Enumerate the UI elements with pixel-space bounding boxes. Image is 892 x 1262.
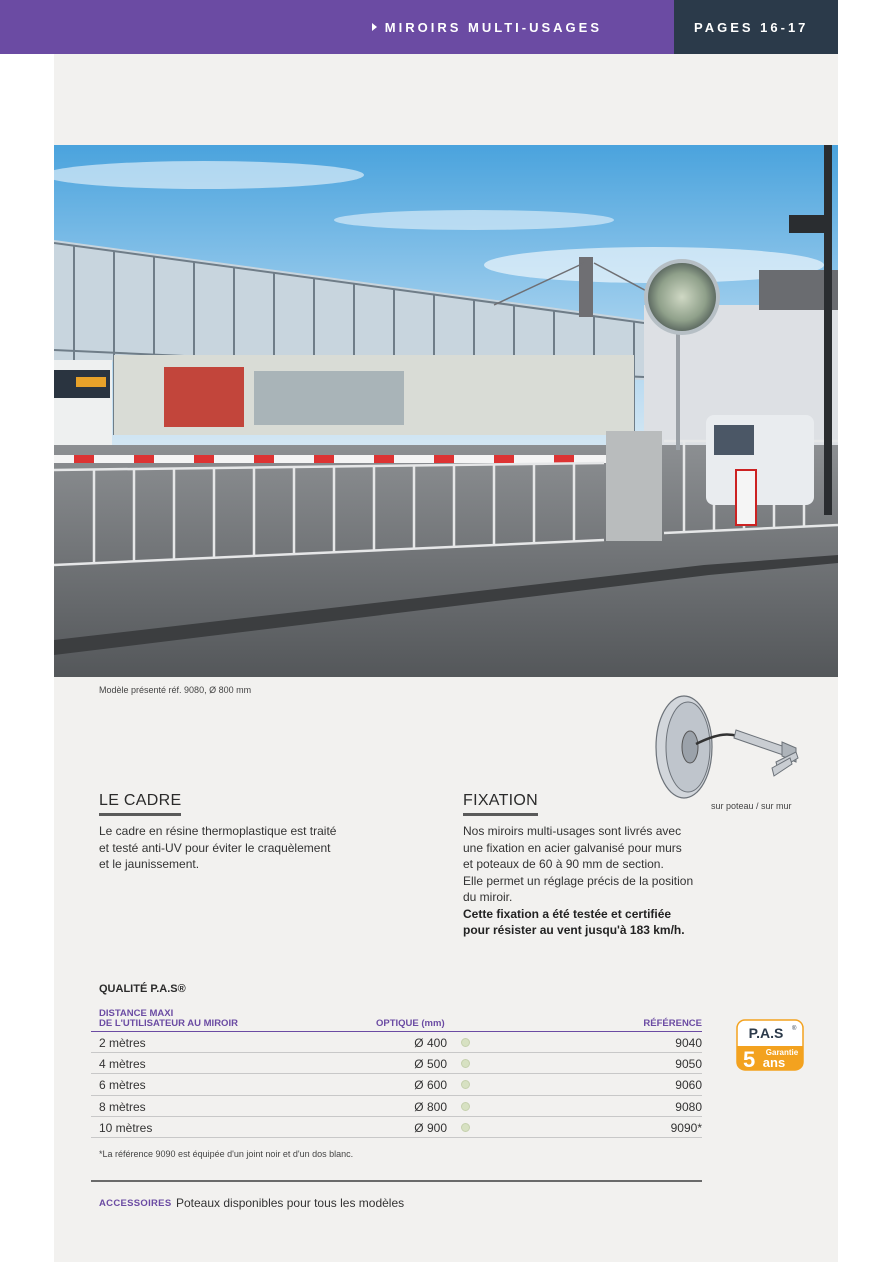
dot-icon (461, 1059, 470, 1068)
badge-years-word: ans (762, 1055, 786, 1070)
dot-icon (461, 1123, 470, 1132)
table-header (91, 1008, 702, 1032)
badge-years-number: 5 (743, 1047, 756, 1071)
section-title[interactable]: MIROIRS MULTI-USAGES (372, 20, 602, 35)
cadre-title: LE CADRE (99, 792, 181, 816)
dot-icon (461, 1038, 470, 1047)
table-row: 10 mètres Ø 900 9090* (91, 1117, 702, 1138)
caret-right-icon (372, 23, 377, 31)
badge-guarantee: Garantie (765, 1048, 799, 1057)
accessories-text: Poteaux disponibles pour tous les modèles (176, 1196, 405, 1210)
table-footnote: *La référence 9090 est équipée d'un joint noir et d'un dos blanc. (99, 1149, 354, 1159)
title-underline (463, 813, 538, 816)
divider (91, 1180, 702, 1182)
header-distance: DISTANCE MAXI DE L'UTILISATEUR AU MIROIR (99, 1008, 238, 1029)
fixation-body: Nos miroirs multi-usages sont livrés avec une fixation en acier galvanisé pour murs et poteaux de 60 à 90 mm de section. Elle permet un réglage précis de la position du miroir. Cette fixation a été testée et certifiée pour résister au vent jusqu'à 183 km/h. (463, 824, 694, 937)
photo-caption: Modèle présenté réf. 9080, Ø 800 mm (99, 685, 252, 695)
product-photo (54, 145, 838, 677)
fixation-title: FIXATION (463, 792, 538, 816)
fixation-caption: sur poteau / sur mur (711, 801, 792, 811)
header-optique: OPTIQUE (mm) (376, 1018, 445, 1029)
badge-registered-mark: ® (792, 1026, 797, 1032)
dot-icon (461, 1102, 470, 1111)
cadre-body: Le cadre en résine thermoplastique est traité et testé anti-UV pour éviter le craquèlement et le jaunissement. (99, 824, 337, 871)
fixation-bracket-illustration (650, 692, 810, 802)
quality-table (91, 1008, 702, 1138)
accessories-label: ACCESSOIRES (99, 1198, 172, 1209)
quality-title: QUALITÉ P.A.S® (99, 983, 186, 995)
table-row: 4 mètres Ø 500 9050 (91, 1053, 702, 1074)
table-row: 6 mètres Ø 600 9060 (91, 1074, 702, 1095)
table-row: 2 mètres Ø 400 9040 (91, 1032, 702, 1053)
header-reference: RÉFÉRENCE (643, 1018, 702, 1029)
dot-icon (461, 1080, 470, 1089)
title-underline (99, 813, 181, 816)
pas-guarantee-badge (736, 1019, 804, 1071)
page-range-label: PAGES 16-17 (674, 0, 838, 54)
table-row: 8 mètres Ø 800 9080 (91, 1096, 702, 1117)
badge-label: P.A.S (748, 1025, 784, 1041)
